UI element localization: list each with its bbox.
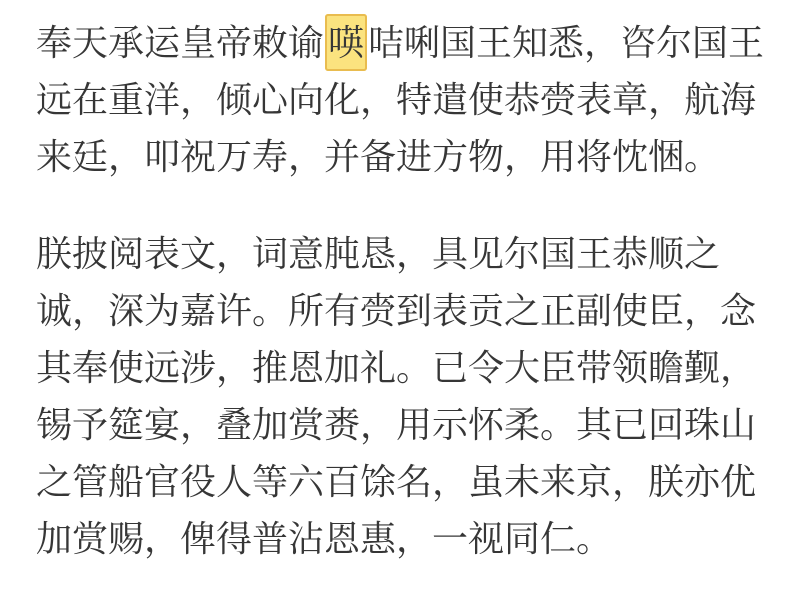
paragraph-opening [36, 14, 764, 185]
text-segment: 咭唎国王知悉，咨尔国王 [368, 22, 765, 63]
text-line: 诚，深为嘉许。所有赍到表贡之正副使臣，念 [36, 290, 757, 331]
text-line: 远在重洋，倾心向化，特遣使恭赍表章，航海 [36, 79, 757, 120]
text-line: 加赏赐，俾得普沾恩惠，一视同仁。 [36, 518, 613, 559]
text-line [36, 14, 764, 71]
highlighted-character: 𠸄 [325, 14, 367, 71]
text-line: 锡予筵宴，叠加赏赉，用示怀柔。其已回珠山 [36, 404, 757, 445]
text-line: 其奉使远涉，推恩加礼。已令大臣带领瞻觐， [36, 347, 757, 388]
text-line: 朕披阅表文，词意肫恳，具见尔国王恭顺之 [36, 233, 721, 274]
text-segment: 奉天承运皇帝敕谕 [36, 22, 325, 63]
text-line: 之管船官役人等六百馀名，虽未来京，朕亦优 [36, 461, 757, 502]
paragraph-body [36, 225, 764, 567]
text-line: 来廷，叩祝万寿，并备进方物，用将忱悃。 [36, 136, 721, 177]
